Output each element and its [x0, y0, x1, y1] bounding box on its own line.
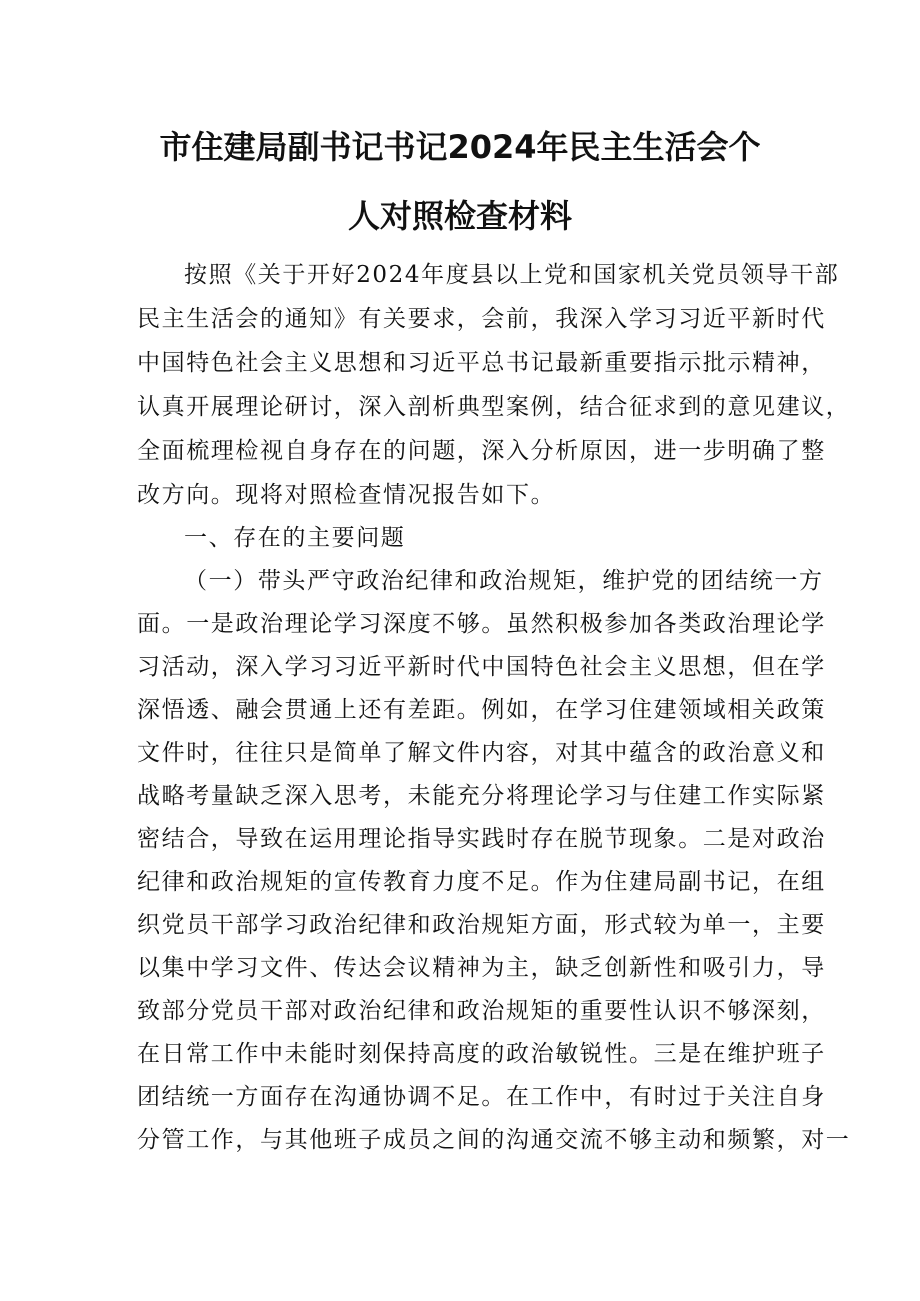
body-text-line: 在日常工作中未能时刻保持高度的政治敏锐性。三是在维护班子	[137, 1041, 826, 1067]
body-text-line: 认真开展理论研讨，深入剖析典型案例，结合征求到的意见建议，	[137, 394, 851, 420]
body-text-line: 深悟透、融会贯通上还有差距。例如，在学习住建领域相关政策	[137, 697, 826, 723]
body-text-line: 织党员干部学习政治纪律和政治规矩方面，形式较为单一，主要	[137, 912, 826, 938]
body-text-line: 民主生活会的通知》有关要求，会前，我深入学习习近平新时代	[137, 306, 826, 332]
body-text-line: 按照《关于开好2024年度县以上党和国家机关党员领导干部	[184, 262, 840, 288]
body-text-line: 改方向。现将对照检查情况报告如下。	[137, 482, 556, 508]
body-text-line: 文件时，往往只是简单了解文件内容，对其中蕴含的政治意义和	[137, 740, 826, 766]
body-text-line: 密结合，导致在运用理论指导实践时存在脱节现象。二是对政治	[137, 826, 826, 852]
body-text-line: 全面梳理检视自身存在的问题，深入分析原因，进一步明确了整	[137, 438, 826, 464]
document-title-line-1: 市住建局副书记书记2024年民主生活会个	[159, 128, 761, 166]
body-text-line: 以集中学习文件、传达会议精神为主，缺乏创新性和吸引力，导	[137, 955, 826, 981]
body-text-line: 习活动，深入学习习近平新时代中国特色社会主义思想，但在学	[137, 654, 826, 680]
body-text-line: 面。一是政治理论学习深度不够。虽然积极参加各类政治理论学	[137, 611, 826, 637]
document-title-line-2: 人对照检查材料	[347, 197, 572, 235]
body-text-line: 战略考量缺乏深入思考，未能充分将理论学习与住建工作实际紧	[137, 783, 826, 809]
body-text-line: 致部分党员干部对政治纪律和政治规矩的重要性认识不够深刻，	[137, 998, 826, 1024]
body-text-line: 纪律和政治规矩的宣传教育力度不足。作为住建局副书记，在组	[137, 869, 826, 895]
body-text-line: 团结统一方面存在沟通协调不足。在工作中，有时过于关注自身	[137, 1084, 826, 1110]
subsection-heading-line: （一）带头严守政治纪律和政治规矩，维护党的团结统一方	[184, 568, 824, 594]
body-text-line: 分管工作，与其他班子成员之间的沟通交流不够主动和频繁，对一	[137, 1127, 851, 1153]
body-text-line: 中国特色社会主义思想和习近平总书记最新重要指示批示精神，	[137, 350, 826, 376]
section-heading: 一、存在的主要问题	[184, 525, 406, 551]
